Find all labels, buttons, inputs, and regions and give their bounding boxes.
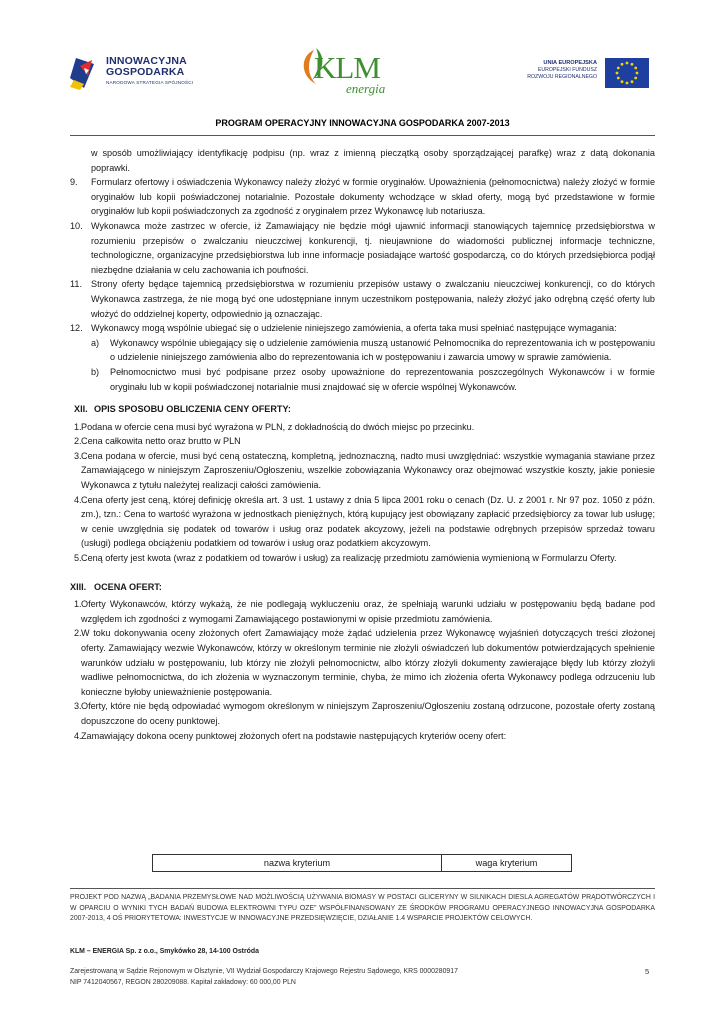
criteria-table bbox=[152, 854, 572, 872]
section-heading-xiii: XIII. OCENA OFERT: bbox=[70, 581, 162, 592]
ig-title: INNOWACYJNA GOSPODARKA bbox=[106, 55, 187, 78]
list-item: 2. Cena całkowita netto oraz brutto w PLN bbox=[74, 436, 241, 447]
list-item: 3. Cena podana w ofercie, musi być ceną ostateczną, kompletną, jednoznaczną, nadto musi uwzględniać: wszystkie wymagania stawiane przez Zamawiającego w niniejszym Zaproszeniu/Ogłoszeniu, wszelkie zobowiązania Wykonawcy oraz obejmować wszystkie koszty, jakie poniesie Wykonawca z tytułu należytej realizacji całości zamówienia. bbox=[74, 450, 655, 491]
list-item: 1. Podana w ofercie cena musi być wyrażona w PLN, z dokładnością do dwóch miejsc po przecinku. bbox=[74, 421, 475, 432]
list-item: 11. Strony oferty będące tajemnicą przedsiębiorstwa w rozumieniu przepisów ustawy o zwalczaniu nieuczciwej konkurencji, co do których Wykonawca zastrzega, że nie mogą być one udostępniane innym uczestnikom postępowania, należy złożyć jako odrębną część oferty lub włożyć do oddzielnej koperty, odpowiednio ją oznaczając. bbox=[70, 279, 655, 319]
list-item: 3. Oferty, które nie będą odpowiadać wymogom określonym w niniejszym Zaproszeniu/Ogłoszeniu zostaną odrzucone, pozostałe oferty zostaną dopuszczone do oceny punktowej. bbox=[74, 701, 655, 726]
list-item: 2. W toku dokonywania oceny złożonych ofert Zamawiający może żądać udzielenia przez Wykonawcę wyjaśnień dotyczących treści złożonej oferty. Zamawiający wezwie Wykonawców, którzy w określonym terminie nie złożyli oświadczeń lub dokumentów potwierdzających spełnienie warunków udziału w postępowaniu, lub którzy nie złożyli pełnomocnictw, albo którzy złożyli dokumenty zawierające błędy lub którzy złożyli wadliwe pełnomocnictwa, do ich złożenia w wyznaczonym terminie, chyba, że mimo ich złożenia oferta Wykonawcy podlega odrzuceniu lub konieczne byłoby unieważnienie postępowania. bbox=[74, 628, 655, 697]
ig-subtitle: NARODOWA STRATEGIA SPÓJNOŚCI bbox=[106, 80, 194, 85]
list-item: 9. Formularz ofertowy i oświadczenia Wykonawcy należy złożyć w formie oryginałów. Upoważnienia (pełnomocnictwa) należy złożyć w formie oryginałów lub kopii poświadczonej notarialnie. Pozostałe dokumenty wchodzące w skład oferty, mogą być przedstawione w formie oryginałów lub kopii poświadczonych za zgodność z oryginałem przez Wykonawcę lub notariusza. bbox=[70, 177, 655, 217]
footer-divider bbox=[70, 888, 655, 889]
sub-list-item: b) Pełnomocnictwo musi być podpisane przez osoby upoważnione do reprezentowania poszczególnych Wykonawców i w formie oryginału lub w kopii poświadczonej notarialnie musi znajdować się w ofercie wspólnej Wykonawców. bbox=[91, 366, 655, 392]
list-item: 4. Cena oferty jest ceną, której definicję określa art. 3 ust. 1 ustawy z dnia 5 lipca 2001 roku o cenach (Dz. U. z 2001 r. Nr 97 poz. 1050 z późn. zm.), tzn.: Cena to wartość wyrażona w jednostkach pieniężnych, którą kupujący jest obowiązany zapłacić przedsiębiorcy za towar lub usługę; w cenie uwzględnia się podatek od towarów i usług oraz podatek akcyzowy, jeżeli na podstawie odrębnych przepisów sprzedaż towaru (usługi) podlega obciążeniu podatkiem od towarów i usług oraz podatkiem akcyzowym. bbox=[74, 494, 655, 549]
eu-logo bbox=[525, 58, 645, 94]
criteria-weight-header: waga kryterium bbox=[475, 858, 538, 868]
continuation-text: w sposób umożliwiający identyfikację podpisu (np. wraz z imienną pieczątką osoby sporządzającej parafkę) wraz z datą dokonania poprawki. bbox=[91, 148, 655, 173]
header-divider bbox=[70, 135, 655, 136]
innowacyjna-gospodarka-logo bbox=[70, 52, 210, 96]
criteria-name-header: nazwa kryterium bbox=[153, 855, 442, 871]
klm-energia-logo bbox=[296, 46, 406, 98]
list-item: 10. Wykonawca może zastrzec w ofercie, iż Zamawiający nie będzie mógł ujawnić informacji stanowiących tajemnicę przedsiębiorstwa w rozumieniu przepisów o zwalczaniu nieuczciwej konkurencji, tj. nieujawnione do wiadomości publicznej informacje techniczne, technologiczne, organizacyjne przedsiębiorstwa lub inne informacje posiadające wartość gospodarczą, co do których przedsiębiorca podjął niezbędne działania w celu zachowania ich poufności. bbox=[70, 220, 655, 275]
document-body bbox=[70, 146, 655, 743]
list-item: 12. Wykonawcy mogą wspólnie ubiegać się o udzielenie niniejszego zamówienia, a oferta taka musi spełniać następujące wymagania: bbox=[70, 323, 617, 334]
ig-flag-icon bbox=[70, 54, 100, 90]
list-item: 1. Oferty Wykonawców, którzy wykażą, że nie podlegają wykluczeniu oraz, że spełniają warunki udziału w postępowaniu będą badane pod względem ich zgodności z wymogami Zamawiającego postawionymi w opisie przedmiotu zamówienia. bbox=[74, 599, 655, 624]
section-heading-xii: XII. OPIS SPOSOBU OBLICZENIA CENY OFERTY: bbox=[74, 404, 291, 415]
footer-project-text: PROJEKT POD NAZWĄ „BADANIA PRZEMYSŁOWE NAD MOŻLIWOŚCIĄ UŻYWANIA BIOMASY W POSTACI GLICERYNY W SILNIKACH DIESLA AGREGATÓW PRĄDOTWÓRCZYCH I W OPARCIU O WYNIKI TYCH BADAŃ BUDOWA ELEKTROWNI TYPU OZE” WSPÓŁFINANSOWANY ZE ŚRODKÓW PROGRAMU OPERACYJNEGO INNOWACYJNA GOSPODARKA 2007-2013, 4 OŚ PRIORYTETOWA: INWESTYCJE W INNOWACYJNE PRZEDSIĘWZIĘCIE, DZIAŁANIE 1.4 WSPARCIE PROJEKTÓW CELOWYCH. bbox=[70, 894, 655, 923]
program-title: PROGRAM OPERACYJNY INNOWACYJNA GOSPODARKA 2007-2013 bbox=[215, 118, 510, 128]
eu-text: UNIA EUROPEJSKA EUROPEJSKI FUNDUSZ ROZWOJU REGIONALNEGO bbox=[527, 60, 597, 80]
klm-name: KLM bbox=[314, 50, 380, 85]
eu-flag-icon bbox=[605, 58, 649, 88]
klm-tagline: energia bbox=[346, 81, 386, 96]
footer-registry: Zarejestrowaną w Sądzie Rejonowym w Olsztynie, VII Wydział Gospodarczy Krajowego Rejestru Sądowego, KRS 0000280917 NIP 7412040567, REGON 280209088. Kapitał zakładowy: 60 000,00 PLN bbox=[70, 968, 458, 986]
list-item: 5. Ceną oferty jest kwota (wraz z podatkiem od towarów i usług) za realizację przedmiotu zamówienia wymienioną w Formularzu Oferty. bbox=[74, 553, 617, 564]
page-number: 5 bbox=[645, 967, 650, 976]
sub-list-item: a) Wykonawcy wspólnie ubiegający się o udzielenie zamówienia muszą ustanowić Pełnomocnika do reprezentowania ich w postępowaniu o udzielenie niniejszego zamówienia albo do reprezentowania ich w postępowaniu i zawarcia umowy w sprawie zamówienia. bbox=[91, 337, 655, 363]
list-item: 4. Zamawiający dokona oceny punktowej złożonych ofert na podstawie następujących kryteriów oceny ofert: bbox=[74, 730, 507, 741]
footer-company: KLM – ENERGIA Sp. z o.o., Smykówko 28, 14-100 Ostróda bbox=[70, 948, 259, 955]
